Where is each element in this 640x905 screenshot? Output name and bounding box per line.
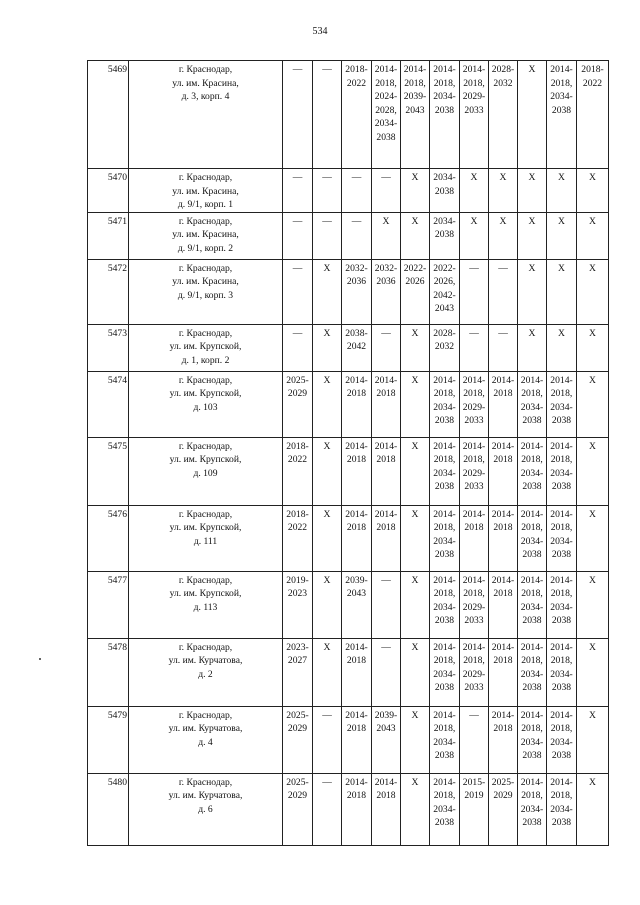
period-cell: — — [313, 61, 342, 169]
period-cell: — — [342, 169, 372, 213]
period-cell: 2014- 2018, 2024- 2028, 2034- 2038 — [372, 61, 401, 169]
period-cell: — — [313, 706, 342, 773]
table-row — [88, 773, 609, 845]
period-cell: 2022- 2026, 2042- 2043 — [430, 259, 460, 324]
table-row — [88, 169, 609, 213]
period-cell: 2032- 2036 — [342, 259, 372, 324]
period-cell: X — [518, 61, 547, 169]
table-row — [88, 706, 609, 773]
row-number: 5470 — [88, 169, 129, 213]
period-cell: 2014- 2018, 2029- 2033 — [460, 638, 489, 706]
period-cell: X — [401, 437, 430, 505]
row-number: 5471 — [88, 212, 129, 259]
period-cell: X — [313, 437, 342, 505]
period-cell: 2014- 2018 — [489, 571, 518, 638]
table-row — [88, 571, 609, 638]
period-cell: X — [489, 212, 518, 259]
period-cell: X — [518, 169, 547, 213]
period-cell: 2034- 2038 — [430, 212, 460, 259]
repair-schedule-table — [87, 60, 609, 846]
period-cell: 2018- 2022 — [342, 61, 372, 169]
period-cell: X — [372, 212, 401, 259]
scan-speck — [39, 658, 41, 660]
period-cell: 2014- 2018, 2039- 2043 — [401, 61, 430, 169]
period-cell: X — [460, 169, 489, 213]
table-row — [88, 61, 609, 169]
address-cell: г. Краснодар, ул. им. Крупской, д. 103 — [129, 371, 283, 437]
period-cell: — — [460, 259, 489, 324]
period-cell: 2014- 2018 — [489, 505, 518, 571]
address-cell: г. Краснодар, ул. им. Курчатова, д. 2 — [129, 638, 283, 706]
period-cell: 2018- 2022 — [283, 505, 313, 571]
period-cell: 2025- 2029 — [283, 773, 313, 845]
period-cell: X — [489, 169, 518, 213]
period-cell: 2014- 2018, 2034- 2038 — [547, 638, 577, 706]
period-cell: — — [489, 324, 518, 371]
row-number: 5472 — [88, 259, 129, 324]
row-number: 5478 — [88, 638, 129, 706]
page-number: 534 — [312, 26, 328, 37]
period-cell: X — [401, 773, 430, 845]
period-cell: 2014- 2018, 2029- 2033 — [460, 371, 489, 437]
address-cell: г. Краснодар, ул. им. Красина, д. 9/1, корп. 3 — [129, 259, 283, 324]
period-cell: 2014- 2018, 2034- 2038 — [430, 61, 460, 169]
address-cell: г. Краснодар, ул. им. Крупской, д. 113 — [129, 571, 283, 638]
row-number: 5475 — [88, 437, 129, 505]
period-cell: — — [283, 259, 313, 324]
period-cell: X — [577, 437, 609, 505]
period-cell: 2014- 2018, 2034- 2038 — [518, 706, 547, 773]
period-cell: 2014- 2018 — [372, 773, 401, 845]
period-cell: — — [313, 212, 342, 259]
period-cell: 2014- 2018 — [489, 371, 518, 437]
period-cell: 2014- 2018, 2029- 2033 — [460, 61, 489, 169]
period-cell: X — [401, 169, 430, 213]
period-cell: 2014- 2018, 2034- 2038 — [518, 371, 547, 437]
period-cell: X — [577, 259, 609, 324]
period-cell: X — [577, 169, 609, 213]
period-cell: X — [401, 706, 430, 773]
period-cell: 2014- 2018 — [342, 773, 372, 845]
period-cell: X — [577, 638, 609, 706]
period-cell: 2018- 2022 — [283, 437, 313, 505]
period-cell: 2039- 2043 — [342, 571, 372, 638]
period-cell: 2014- 2018, 2034- 2038 — [547, 706, 577, 773]
period-cell: — — [313, 773, 342, 845]
period-cell: 2014- 2018, 2034- 2038 — [547, 505, 577, 571]
address-cell: г. Краснодар, ул. им. Крупской, д. 111 — [129, 505, 283, 571]
period-cell: 2018- 2022 — [577, 61, 609, 169]
period-cell: 2028- 2032 — [430, 324, 460, 371]
period-cell: X — [401, 505, 430, 571]
period-cell: X — [518, 259, 547, 324]
period-cell: X — [401, 324, 430, 371]
period-cell: 2014- 2018, 2034- 2038 — [518, 638, 547, 706]
table-row — [88, 259, 609, 324]
address-cell: г. Краснодар, ул. им. Красина, д. 9/1, корп. 1 — [129, 169, 283, 213]
period-cell: X — [577, 371, 609, 437]
period-cell: 2022- 2026 — [401, 259, 430, 324]
period-cell: X — [577, 571, 609, 638]
period-cell: X — [401, 212, 430, 259]
period-cell: 2038- 2042 — [342, 324, 372, 371]
period-cell: 2014- 2018 — [372, 371, 401, 437]
period-cell: 2014- 2018, 2029- 2033 — [460, 437, 489, 505]
period-cell: X — [577, 505, 609, 571]
period-cell: X — [313, 371, 342, 437]
period-cell: 2014- 2018, 2034- 2038 — [547, 61, 577, 169]
period-cell: 2039- 2043 — [372, 706, 401, 773]
period-cell: X — [313, 324, 342, 371]
period-cell: 2014- 2018, 2034- 2038 — [430, 437, 460, 505]
period-cell: — — [372, 324, 401, 371]
period-cell: 2014- 2018 — [342, 505, 372, 571]
period-cell: 2014- 2018 — [372, 437, 401, 505]
period-cell: — — [460, 706, 489, 773]
period-cell: 2025- 2029 — [283, 706, 313, 773]
period-cell: 2014- 2018 — [342, 638, 372, 706]
period-cell: X — [460, 212, 489, 259]
period-cell: 2014- 2018, 2034- 2038 — [547, 571, 577, 638]
period-cell: — — [313, 169, 342, 213]
period-cell: 2014- 2018, 2034- 2038 — [430, 706, 460, 773]
period-cell: — — [283, 61, 313, 169]
period-cell: 2014- 2018, 2034- 2038 — [430, 638, 460, 706]
address-cell: г. Краснодар, ул. им. Крупской, д. 109 — [129, 437, 283, 505]
period-cell: — — [283, 169, 313, 213]
period-cell: 2032- 2036 — [372, 259, 401, 324]
row-number: 5477 — [88, 571, 129, 638]
period-cell: — — [372, 638, 401, 706]
period-cell: — — [372, 169, 401, 213]
period-cell: X — [313, 571, 342, 638]
period-cell: 2014- 2018, 2029- 2033 — [460, 571, 489, 638]
period-cell: 2014- 2018, 2034- 2038 — [518, 773, 547, 845]
address-cell: г. Краснодар, ул. им. Красина, д. 9/1, корп. 2 — [129, 212, 283, 259]
period-cell: X — [401, 571, 430, 638]
period-cell: — — [489, 259, 518, 324]
period-cell: 2028- 2032 — [489, 61, 518, 169]
table-row — [88, 212, 609, 259]
period-cell: X — [518, 212, 547, 259]
period-cell: 2014- 2018 — [342, 371, 372, 437]
period-cell: X — [547, 169, 577, 213]
period-cell: X — [547, 324, 577, 371]
period-cell: — — [283, 212, 313, 259]
period-cell: 2014- 2018, 2034- 2038 — [518, 437, 547, 505]
period-cell: X — [577, 706, 609, 773]
row-number: 5476 — [88, 505, 129, 571]
period-cell: X — [577, 212, 609, 259]
row-number: 5474 — [88, 371, 129, 437]
table-row — [88, 505, 609, 571]
period-cell: 2014- 2018, 2034- 2038 — [547, 437, 577, 505]
table-row — [88, 638, 609, 706]
period-cell: 2014- 2018, 2034- 2038 — [518, 505, 547, 571]
period-cell: 2014- 2018 — [489, 638, 518, 706]
address-cell: г. Краснодар, ул. им. Красина, д. 3, корп. 4 — [129, 61, 283, 169]
period-cell: X — [577, 773, 609, 845]
period-cell: X — [401, 638, 430, 706]
period-cell: — — [372, 571, 401, 638]
period-cell: X — [577, 324, 609, 371]
period-cell: 2014- 2018 — [489, 706, 518, 773]
period-cell: X — [313, 638, 342, 706]
period-cell: 2034- 2038 — [430, 169, 460, 213]
period-cell: 2014- 2018, 2034- 2038 — [430, 571, 460, 638]
period-cell: X — [313, 505, 342, 571]
period-cell: 2014- 2018 — [489, 437, 518, 505]
period-cell: — — [460, 324, 489, 371]
period-cell: — — [342, 212, 372, 259]
period-cell: 2025- 2029 — [489, 773, 518, 845]
period-cell: 2014- 2018, 2034- 2038 — [430, 773, 460, 845]
address-cell: г. Краснодар, ул. им. Курчатова, д. 4 — [129, 706, 283, 773]
period-cell: X — [547, 212, 577, 259]
address-cell: г. Краснодар, ул. им. Крупской, д. 1, корп. 2 — [129, 324, 283, 371]
period-cell: 2015- 2019 — [460, 773, 489, 845]
table-row — [88, 371, 609, 437]
period-cell: 2014- 2018 — [372, 505, 401, 571]
period-cell: 2014- 2018, 2034- 2038 — [430, 371, 460, 437]
period-cell: X — [313, 259, 342, 324]
period-cell: 2014- 2018, 2034- 2038 — [430, 505, 460, 571]
period-cell: — — [283, 324, 313, 371]
table-row — [88, 324, 609, 371]
period-cell: X — [401, 371, 430, 437]
period-cell: 2025- 2029 — [283, 371, 313, 437]
address-cell: г. Краснодар, ул. им. Курчатова, д. 6 — [129, 773, 283, 845]
row-number: 5480 — [88, 773, 129, 845]
row-number: 5479 — [88, 706, 129, 773]
period-cell: 2014- 2018 — [342, 706, 372, 773]
period-cell: 2014- 2018, 2034- 2038 — [547, 773, 577, 845]
period-cell: X — [518, 324, 547, 371]
period-cell: 2014- 2018, 2034- 2038 — [547, 371, 577, 437]
row-number: 5473 — [88, 324, 129, 371]
period-cell: 2014- 2018, 2034- 2038 — [518, 571, 547, 638]
period-cell: 2014- 2018 — [342, 437, 372, 505]
period-cell: 2019- 2023 — [283, 571, 313, 638]
period-cell: 2014- 2018 — [460, 505, 489, 571]
row-number: 5469 — [88, 61, 129, 169]
table-row — [88, 437, 609, 505]
period-cell: 2023- 2027 — [283, 638, 313, 706]
period-cell: X — [547, 259, 577, 324]
